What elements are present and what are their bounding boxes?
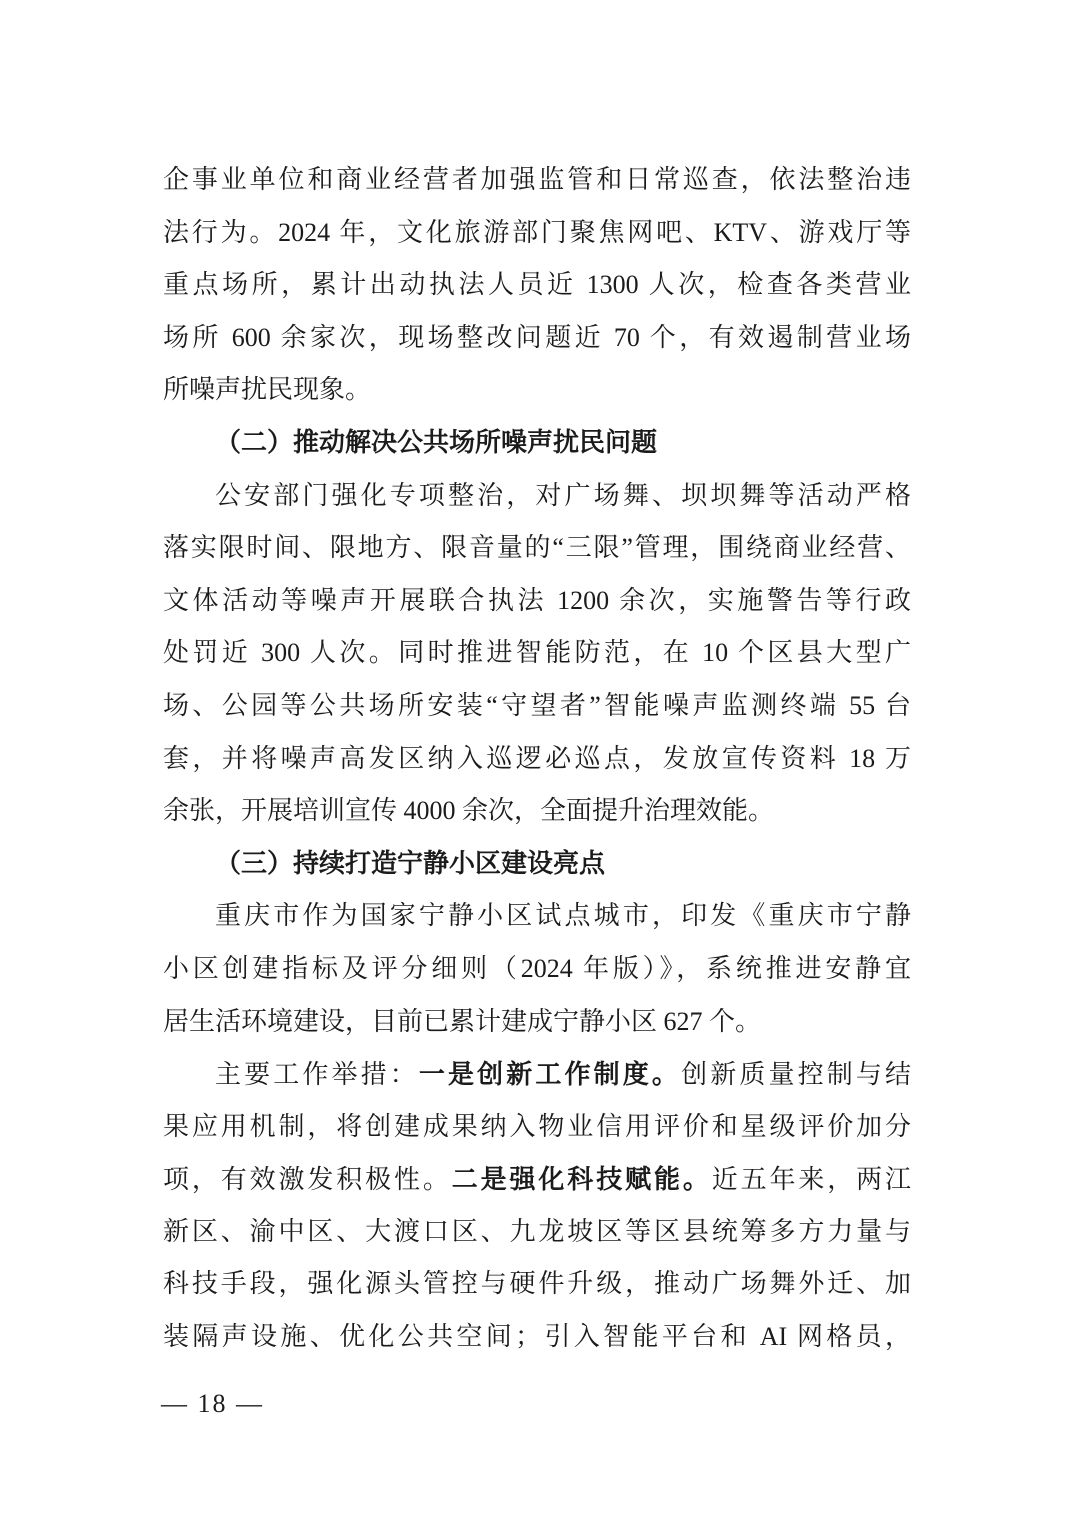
body-text: 主要工作举措： [215,1060,419,1090]
body-text: 场、公园等公共场所安装“守望者”智能噪声监测终端 55 台 [163,690,911,720]
line-12 [163,733,911,786]
line-04 [163,312,911,365]
body-text: 余张，开展培训宣传 4000 余次，全面提升治理效能。 [163,796,775,826]
section-heading-2 [163,417,911,470]
document-body [163,154,911,1364]
line-01 [163,154,911,207]
body-text: 果应用机制，将创建成果纳入物业信用评价和星级评价加分 [163,1111,911,1141]
line-08 [163,522,911,575]
line-10 [163,627,911,680]
body-text: （二）推动解决公共场所噪声扰民问题 [215,427,658,457]
line-19 [163,1101,911,1154]
line-03 [163,259,911,312]
line-11 [163,680,911,733]
body-text: 处罚近 300 人次。同时推进智能防范，在 10 个区县大型广 [163,638,911,668]
body-text: 企事业单位和商业经营者加强监管和日常巡查，依法整治违 [163,165,911,194]
body-text: 居生活环境建设，目前已累计建成宁静小区 627 个。 [163,1006,762,1036]
line-20 [163,1153,911,1206]
line-05 [163,364,911,417]
emphasis-text: 一是创新工作制度。 [418,1059,682,1090]
body-text: 重点场所，累计出动执法人员近 1300 人次，检查各类营业 [163,270,911,300]
body-text: 落实限时间、限地方、限音量的“三限”管理，围绕商业经营、 [163,533,911,563]
body-text: 创新质量控制与结 [681,1060,911,1090]
body-text: 小区创建指标及评分细则（2024 年版）》，系统推进安静宜 [163,953,911,983]
emphasis-text: 二是强化科技赋能。 [451,1164,712,1195]
body-text: 法行为。2024 年，文化旅游部门聚焦网吧、KTV、游戏厅等 [163,217,911,247]
line-23 [163,1311,911,1364]
body-text: 装隔声设施、优化公共空间；引入智能平台和 AI 网格员， [163,1322,911,1352]
body-text: 套，并将噪声高发区纳入巡逻必巡点，发放宣传资料 18 万 [163,743,911,773]
line-15 [163,890,911,943]
body-text: 科技手段，强化源头管控与硬件升级，推动广场舞外迁、加 [163,1269,911,1299]
line-13 [163,785,911,838]
line-17 [163,996,911,1049]
line-18 [163,1048,911,1101]
body-text: （三）持续打造宁静小区建设亮点 [215,848,606,878]
line-09 [163,575,911,628]
body-text: 场所 600 余家次，现场整改问题近 70 个，有效遏制营业场 [163,322,911,352]
body-text: 项，有效激发积极性。 [163,1165,452,1195]
line-22 [163,1258,911,1311]
line-16 [163,943,911,996]
body-text: 文体活动等噪声开展联合执法 1200 余次，实施警告等行政 [163,585,911,615]
line-02 [163,207,911,260]
section-heading-3 [163,838,911,891]
body-text: 所噪声扰民现象。 [163,375,372,405]
body-text: 重庆市作为国家宁静小区试点城市，印发《重庆市宁静 [215,901,911,931]
body-text: 近五年来，两江 [711,1165,911,1195]
body-text: 公安部门强化专项整治，对广场舞、坝坝舞等活动严格 [215,480,911,510]
body-text: 新区、渝中区、大渡口区、九龙坡区等区县统筹多方力量与 [163,1216,911,1246]
page-number: — 18 — [161,1389,264,1418]
line-21 [163,1206,911,1259]
line-07 [163,470,911,523]
